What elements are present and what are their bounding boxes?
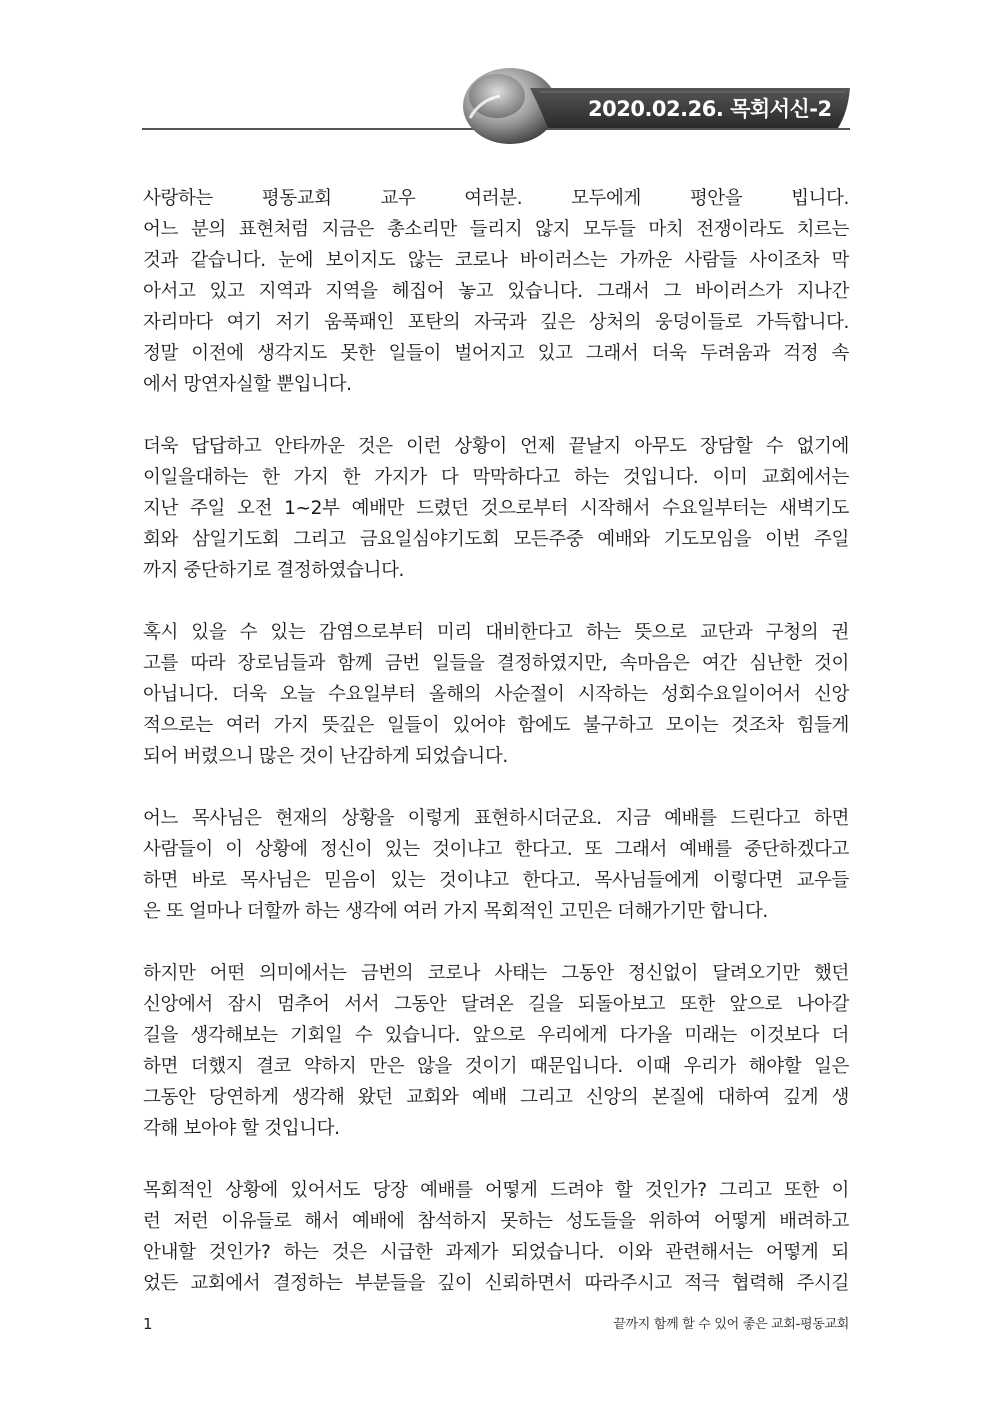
paragraph-line: 은 또 얼마나 더할까 하는 생각에 여러 가지 목회적인 고민은 더해가기만 합니다. <box>143 901 768 922</box>
paragraph-line: 신앙에서 잠시 멈추어 서서 그동안 달려온 길을 되돌아보고 또한 앞으로 나아갈 <box>143 994 849 1015</box>
paragraph-line: 아닙니다. 더욱 오늘 수요일부터 올해의 사순절이 시작하는 성회수요일이어서 신앙 <box>143 684 849 705</box>
paragraph-line: 고를 따라 장로님들과 함께 금번 일들을 결정하였지만, 속마음은 여간 심난한 것이 <box>143 653 849 674</box>
paragraph-line: 안내할 것인가? 하는 것은 시급한 과제가 되었습니다. 이와 관련해서는 어떻게 되 <box>143 1242 849 1263</box>
paragraph-line: 하면 더했지 결코 약하지 만은 않을 것이기 때문입니다. 이때 우리가 해야할 일은 <box>143 1056 849 1077</box>
letter-paragraph <box>143 431 849 586</box>
paragraph-line: 자리마다 여기 저기 움푹패인 포탄의 자국과 깊은 상처의 웅덩이들로 가득합니다. <box>143 312 849 333</box>
paragraph-line: 었든 교회에서 결정하는 부분들을 깊이 신뢰하면서 따라주시고 적극 협력해 주시길 <box>143 1273 849 1294</box>
paragraph-line: 아서고 있고 지역과 지역을 헤집어 놓고 있습니다. 그래서 그 바이러스가 지나간 <box>143 281 849 302</box>
letter-body <box>143 183 849 1330</box>
paragraph-line: 이일을대하는 한 가지 한 가지가 다 막막하다고 하는 것입니다. 이미 교회에서는 <box>143 467 849 488</box>
paragraph-line: 어느 분의 표현처럼 지금은 총소리만 들리지 않지 모두들 마치 전쟁이라도 치르는 <box>143 219 849 240</box>
letter-paragraph <box>143 803 849 927</box>
footer-church-title: 끝까지 함께 할 수 있어 좋은 교회-평동교회 <box>613 1317 849 1332</box>
paragraph-line: 에서 망연자실할 뿐입니다. <box>143 374 352 395</box>
paragraph-line: 더욱 답답하고 안타까운 것은 이런 상황이 언제 끝날지 아무도 장담할 수 없기에 <box>143 436 849 457</box>
letter-paragraph <box>143 1175 849 1299</box>
page-header <box>0 0 992 150</box>
paragraph-line: 그동안 당연하게 생각해 왔던 교회와 예배 그리고 신앙의 본질에 대하여 깊게 생 <box>143 1087 849 1108</box>
paragraph-line: 적으로는 여러 가지 뜻깊은 일들이 있어야 함에도 불구하고 모이는 것조차 힘들게 <box>143 715 849 736</box>
header-banner-graphic <box>0 0 992 150</box>
paragraph-line: 어느 목사님은 현재의 상황을 이렇게 표현하시더군요. 지금 예배를 드린다고 하면 <box>143 808 849 829</box>
paragraph-line: 회와 삼일기도회 그리고 금요일심야기도회 모든주중 예배와 기도모임을 이번 주일 <box>143 529 849 550</box>
letter-date-title: 2020.02.26. 목회서신-2 <box>588 97 832 121</box>
paragraph-line: 하지만 어떤 의미에서는 금번의 코로나 사태는 그동안 정신없이 달려오기만 했던 <box>143 963 849 984</box>
paragraph-line: 길을 생각해보는 기회일 수 있습니다. 앞으로 우리에게 다가올 미래는 이것보다 더 <box>143 1025 849 1046</box>
letter-paragraph <box>143 183 849 400</box>
paragraph-line: 사랑하는 평동교회 교우 여러분. 모두에게 평안을 빕니다. <box>143 188 849 209</box>
paragraph-line: 되어 버렸으니 많은 것이 난감하게 되었습니다. <box>143 746 508 767</box>
paragraph-line: 하면 바로 목사님은 믿음이 있는 것이냐고 한다고. 목사님들에게 이렇다면 교우들 <box>143 870 849 891</box>
paragraph-line: 혹시 있을 수 있는 감염으로부터 미리 대비한다고 하는 뜻으로 교단과 구청의 권 <box>143 622 849 643</box>
letter-paragraph <box>143 617 849 772</box>
letter-paragraph <box>143 958 849 1144</box>
paragraph-line: 정말 이전에 생각지도 못한 일들이 벌어지고 있고 그래서 더욱 두려움과 걱정 속 <box>143 343 849 364</box>
paragraph-line: 각해 보아야 할 것입니다. <box>143 1118 340 1139</box>
paragraph-line: 목회적인 상황에 있어서도 당장 예배를 어떻게 드려야 할 것인가? 그리고 또한 이 <box>143 1180 849 1201</box>
paragraph-line: 사람들이 이 상황에 정신이 있는 것이냐고 한다고. 또 그래서 예배를 중단하겠다고 <box>143 839 849 860</box>
paragraph-line: 것과 같습니다. 눈에 보이지도 않는 코로나 바이러스는 가까운 사람들 사이조차 막 <box>143 250 849 271</box>
paragraph-line: 지난 주일 오전 1~2부 예배만 드렸던 것으로부터 시작해서 수요일부터는 새벽기도 <box>143 498 849 519</box>
page-number: 1 <box>143 1315 153 1333</box>
paragraph-line: 런 저런 이유들로 해서 예배에 참석하지 못하는 성도들을 위하여 어떻게 배려하고 <box>143 1211 849 1232</box>
paragraph-line: 까지 중단하기로 결정하였습니다. <box>143 560 405 581</box>
